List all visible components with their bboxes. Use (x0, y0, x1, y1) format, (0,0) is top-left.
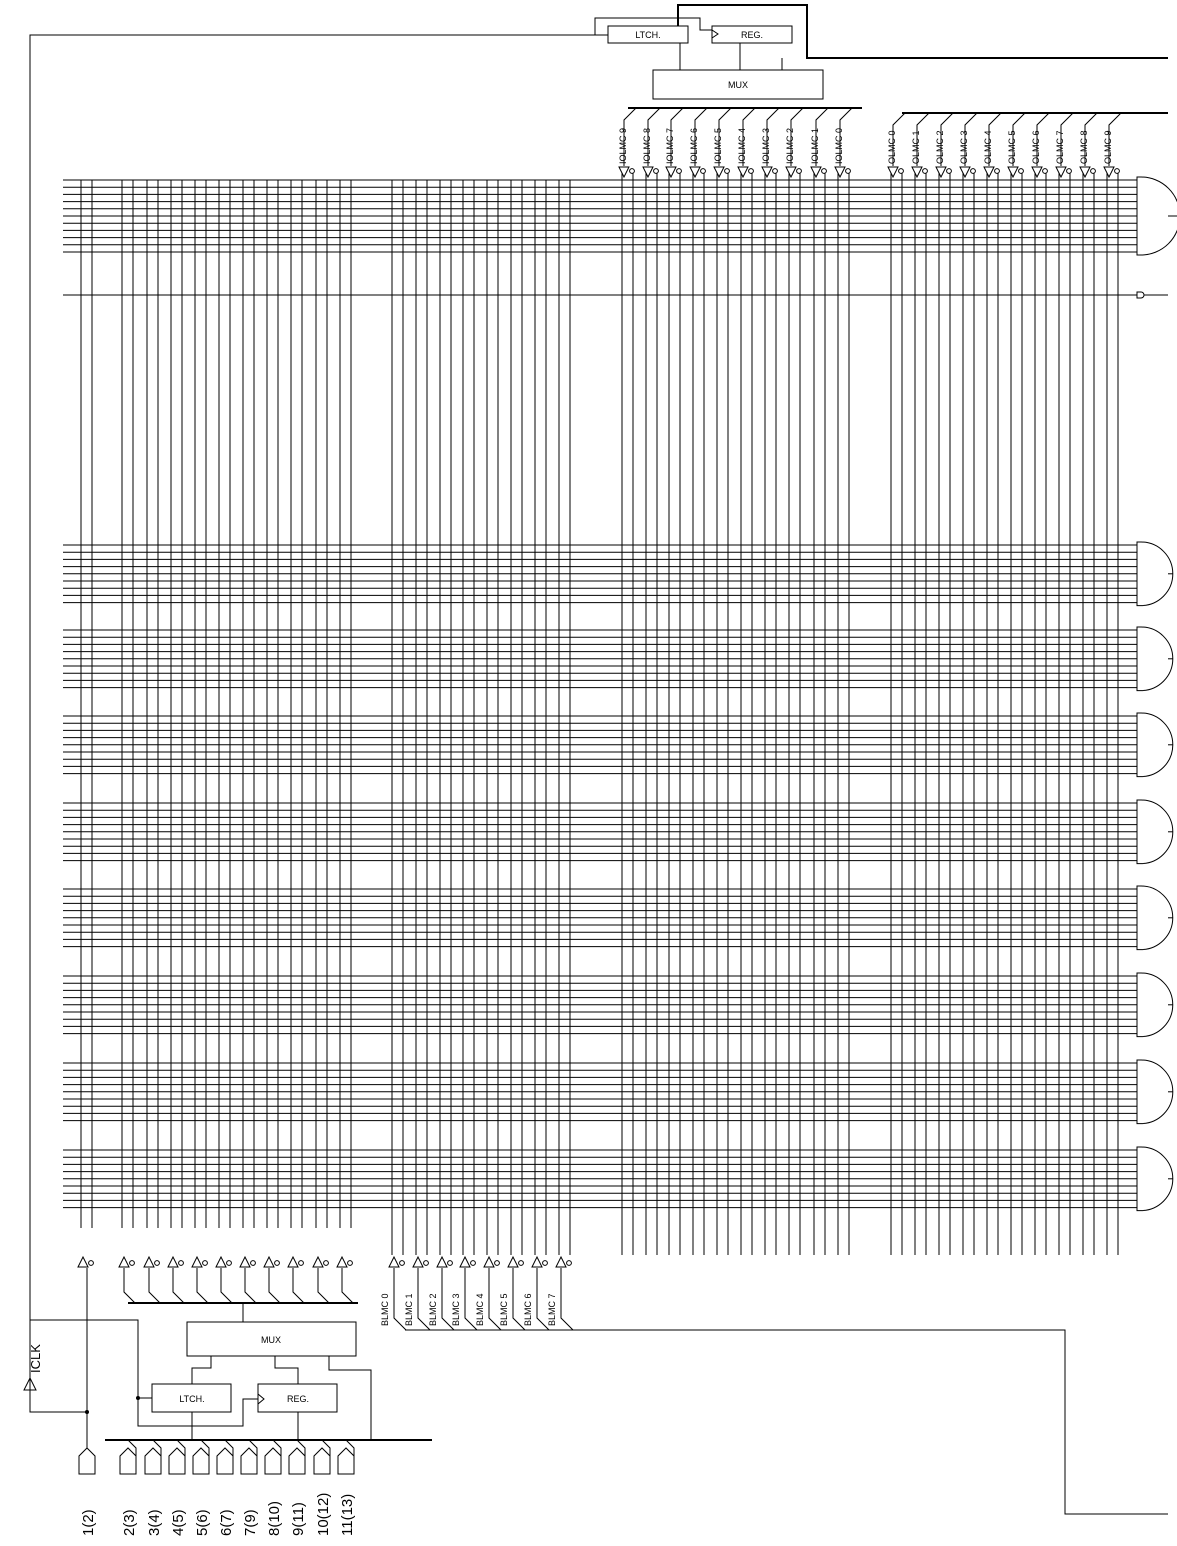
olmc-label: OLMC 3 (959, 130, 969, 164)
pin-label: 8(10) (266, 1500, 283, 1536)
blmc-bus (405, 1330, 1168, 1514)
top-register-block (595, 5, 1168, 113)
iolmc-label: IOLMC 7 (665, 127, 675, 164)
feedback-buffer-icon (835, 167, 850, 177)
olmc-label: OLMC 5 (1007, 130, 1017, 164)
pin-label: 4(5) (170, 1509, 187, 1536)
input-buffer-icon (240, 1257, 255, 1267)
feedback-buffer-icon (643, 167, 658, 177)
pin-label: 6(7) (218, 1509, 235, 1536)
iolmc-label: IOLMC 1 (810, 127, 820, 164)
product-term-rows (63, 180, 1137, 1208)
feedback-buffer-icon (389, 1257, 404, 1267)
input-buffer-icon (144, 1257, 159, 1267)
feedback-buffer-icon (619, 167, 634, 177)
pin-label: 9(11) (290, 1502, 307, 1536)
input-buffer-icon (337, 1257, 352, 1267)
and-gate-icon (1137, 1147, 1173, 1211)
feedback-buffer-icon (484, 1257, 499, 1267)
iolmc-label: IOLMC 8 (642, 127, 652, 164)
feedback-buffer-icon (786, 167, 801, 177)
olmc-label: OLMC 8 (1079, 130, 1089, 164)
blmc-label: BLMC 7 (547, 1293, 557, 1326)
input-pin-icon (217, 1440, 233, 1474)
input-buffer-icon (313, 1257, 328, 1267)
input-pin-icon (120, 1440, 136, 1474)
feedback-buffer-icon (714, 167, 729, 177)
bottom-register-block (30, 1303, 432, 1440)
feedback-buffer-icon (556, 1257, 571, 1267)
pin-label: 2(3) (121, 1509, 138, 1536)
olmc-label: OLMC 4 (983, 130, 993, 164)
feedback-buffer-icon (762, 167, 777, 177)
pin-label: 7(9) (242, 1509, 259, 1536)
input-buffer-icon (168, 1257, 183, 1267)
feedback-buffer-icon (1032, 167, 1047, 177)
feedback-buffer-icon (666, 167, 681, 177)
pin-label: 3(4) (146, 1509, 163, 1536)
and-gates (1137, 177, 1177, 1211)
iolmc-label: IOLMC 4 (737, 127, 747, 164)
and-gate-icon (1137, 713, 1173, 777)
input-pins (79, 1412, 354, 1474)
pin-label: 1(2) (80, 1509, 97, 1536)
iolmc-label: IOLMC 3 (761, 127, 771, 164)
input-pin-icon (169, 1440, 185, 1474)
and-gate-icon (1137, 542, 1173, 606)
olmc-label: OLMC 1 (911, 130, 921, 164)
pin-label: 5(6) (194, 1509, 211, 1536)
feedback-buffer-icon (738, 167, 753, 177)
feedback-buffer-icon (690, 167, 705, 177)
and-gate-icon (1137, 800, 1173, 864)
olmc-label: OLMC 0 (887, 130, 897, 164)
blmc-label: BLMC 3 (451, 1293, 461, 1326)
feedback-buffer-icon (532, 1257, 547, 1267)
feedback-buffer-icon (1080, 167, 1095, 177)
input-buffer-icon (119, 1257, 134, 1267)
feedback-buffer-icon (437, 1257, 452, 1267)
iolmc-label: IOLMC 6 (689, 127, 699, 164)
input-pin-icon (314, 1440, 330, 1474)
pin-labels (80, 1493, 356, 1536)
feedback-buffer-icon (936, 167, 951, 177)
feedback-buffer-icon (508, 1257, 523, 1267)
input-pin-icon (193, 1440, 209, 1474)
bottom-register-label: REG. (286, 1394, 310, 1404)
input-buffers (78, 108, 1121, 1412)
feedback-buffer-icon (912, 167, 927, 177)
and-gate-icon (1137, 886, 1173, 950)
olmc-label: OLMC 7 (1055, 130, 1065, 164)
iolmc-label: IOLMC 0 (834, 127, 844, 164)
input-pin-icon (145, 1440, 161, 1474)
input-pin-icon (241, 1440, 257, 1474)
and-gate-icon (1137, 1060, 1173, 1124)
blmc-label: BLMC 2 (428, 1293, 438, 1326)
iolmc-label: IOLMC 5 (713, 127, 723, 164)
junction-dot (85, 1410, 89, 1414)
input-buffer-icon (192, 1257, 207, 1267)
feedback-buffer-icon (1056, 167, 1071, 177)
and-gate-icon (1137, 973, 1173, 1037)
feedback-buffer-icon (811, 167, 826, 177)
top-mux-label: MUX (728, 80, 748, 90)
blmc-label: BLMC 0 (380, 1293, 390, 1326)
input-buffer-icon (216, 1257, 231, 1267)
pin-label: 10(12) (315, 1492, 332, 1536)
input-buffer-icon (78, 1257, 93, 1267)
iolmc-label: IOLMC 9 (618, 127, 628, 164)
iolmc-labels (618, 128, 844, 164)
feedback-buffer-icon (984, 167, 999, 177)
bottom-mux-label: MUX (261, 1335, 281, 1345)
feedback-buffer-icon (413, 1257, 428, 1267)
blmc-label: BLMC 1 (404, 1293, 414, 1326)
input-buffer-icon (264, 1257, 279, 1267)
iolmc-label: IOLMC 2 (785, 127, 795, 164)
olmc-label: OLMC 6 (1031, 130, 1041, 164)
feedback-buffer-icon (960, 167, 975, 177)
input-pin-icon (265, 1440, 281, 1474)
top-latch-label: LTCH. (635, 30, 661, 40)
blmc-label: BLMC 6 (523, 1293, 533, 1326)
feedback-buffer-icon (888, 167, 903, 177)
feedback-buffer-icon (1104, 167, 1119, 177)
feedback-buffer-icon (460, 1257, 475, 1267)
blmc-label: BLMC 5 (499, 1293, 509, 1326)
olmc-label: OLMC 9 (1103, 130, 1113, 164)
olmc-labels (887, 130, 1113, 164)
top-register-label: REG. (740, 30, 764, 40)
blmc-label: BLMC 4 (475, 1293, 485, 1326)
input-pin-icon (289, 1440, 305, 1474)
input-pin-icon (338, 1440, 354, 1474)
and-gate-icon (1137, 627, 1173, 691)
pin-label: 11(13) (339, 1493, 356, 1536)
iclk-label: ICLK (28, 1344, 43, 1373)
input-pin-icon (79, 1412, 95, 1474)
and-gate-icon (1137, 292, 1144, 298)
bottom-latch-label: LTCH. (179, 1394, 205, 1404)
feedback-buffer-icon (1008, 167, 1023, 177)
olmc-label: OLMC 2 (935, 130, 945, 164)
input-buffer-icon (288, 1257, 303, 1267)
